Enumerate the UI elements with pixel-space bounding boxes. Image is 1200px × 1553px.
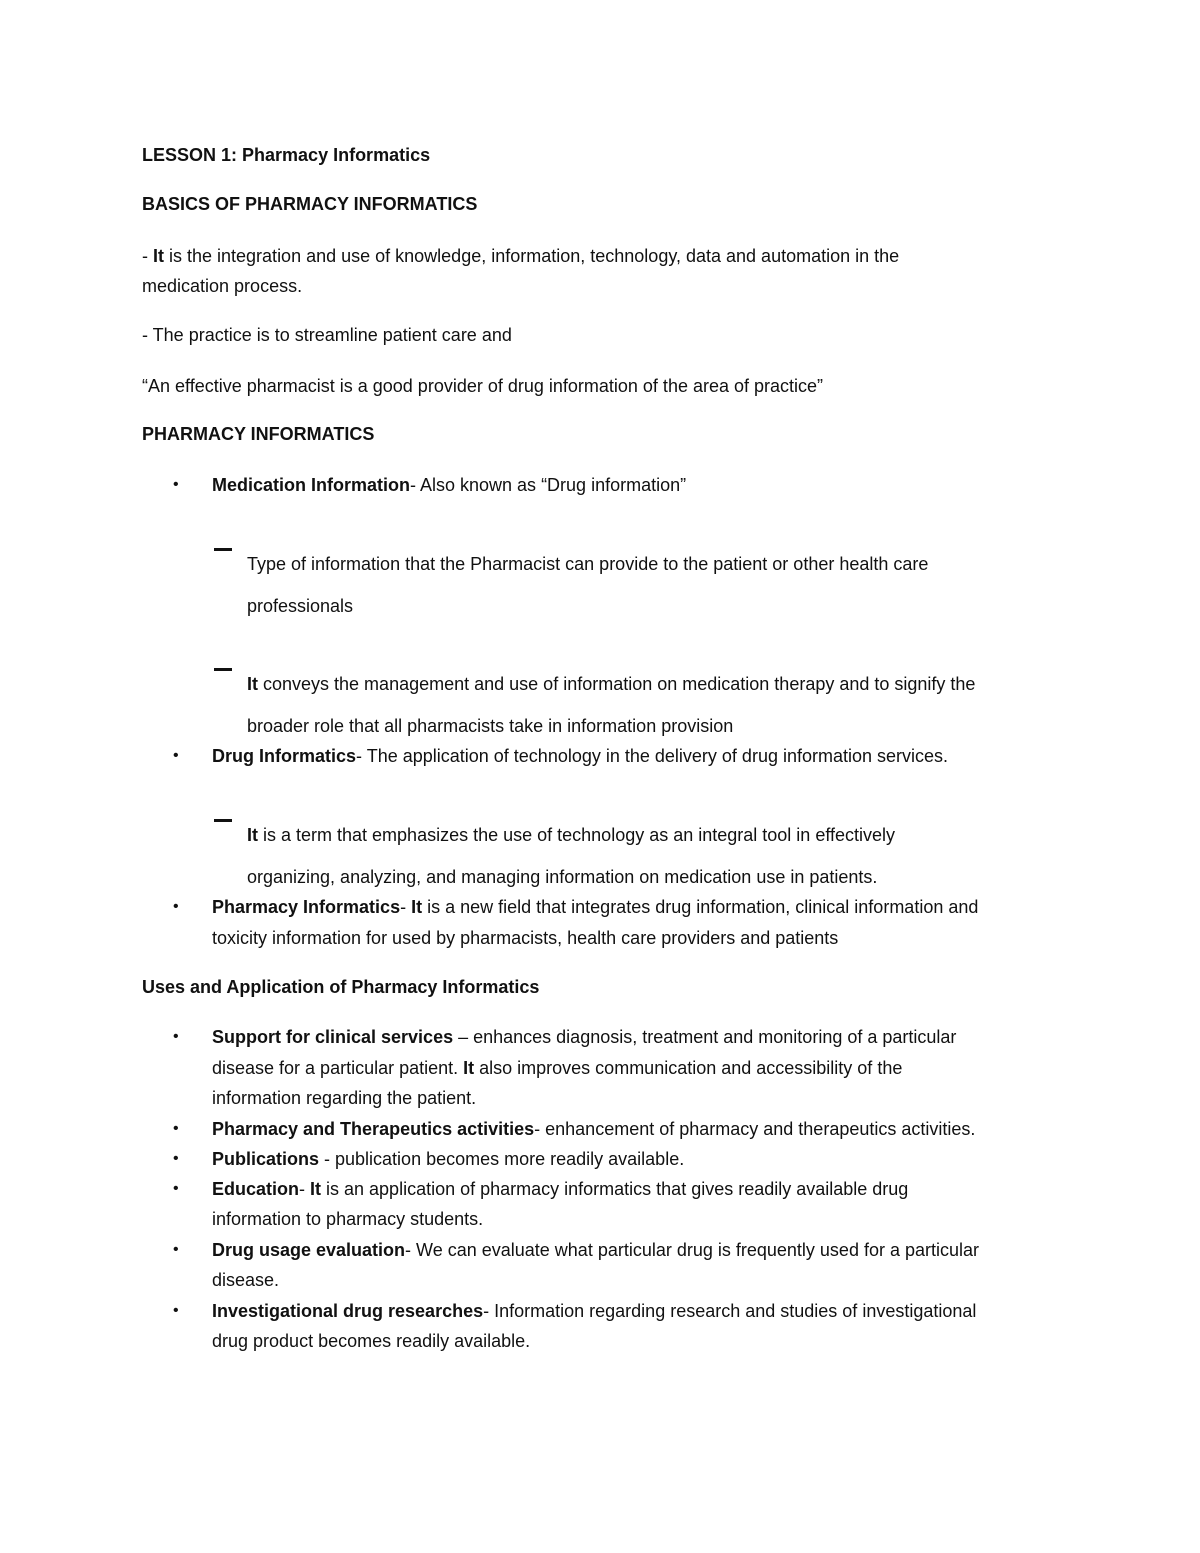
- list-item-investigational-drug: [212, 1300, 976, 1322]
- paragraph-text: is the integration and use of knowledge, information, technology, data and automation in the: [164, 246, 900, 266]
- bullet-icon: •: [173, 1120, 179, 1137]
- bullet-icon: •: [173, 476, 179, 493]
- term: Investigational drug researches: [212, 1301, 484, 1321]
- list-item-continuation: information to pharmacy students.: [212, 1209, 484, 1229]
- dash-text: -: [400, 897, 412, 917]
- list-item-continuation: [212, 1057, 902, 1079]
- term: Drug usage evaluation: [212, 1240, 406, 1260]
- bold-it: It: [463, 1058, 475, 1078]
- term: Publications: [212, 1149, 320, 1169]
- description: is an application of pharmacy informatics that gives readily available drug: [321, 1179, 909, 1199]
- list-item-support-clinical: [212, 1026, 956, 1048]
- description: is a new field that integrates drug information, clinical information and: [422, 897, 979, 917]
- sub-item-line: organizing, analyzing, and managing information on medication use in patients.: [247, 867, 878, 887]
- paragraph-text: disease for a particular patient.: [212, 1058, 464, 1078]
- term: Drug Informatics: [212, 746, 357, 766]
- bold-it: It: [411, 897, 423, 917]
- list-item-education: [212, 1178, 908, 1200]
- sub-item-line: professionals: [247, 596, 354, 616]
- basics-quote: “An effective pharmacist is a good provider of drug information of the area of practice”: [142, 376, 824, 396]
- paragraph-text: also improves communication and accessibility of the: [474, 1058, 903, 1078]
- bullet-icon: •: [173, 1241, 179, 1258]
- section-heading-pharmacy-informatics: PHARMACY INFORMATICS: [142, 424, 375, 444]
- bold-it: It: [310, 1179, 322, 1199]
- list-item-drug-usage-evaluation: [212, 1239, 979, 1261]
- sub-item-line: [247, 673, 975, 695]
- bullet-icon: •: [173, 1302, 179, 1319]
- list-item-drug-informatics: [212, 745, 948, 767]
- dash-icon: [214, 819, 232, 822]
- description: – enhances diagnosis, treatment and monitoring of a particular: [453, 1027, 957, 1047]
- description: - We can evaluate what particular drug is frequently used for a particular: [405, 1240, 980, 1260]
- bullet-icon: •: [173, 1180, 179, 1197]
- list-item-continuation: information regarding the patient.: [212, 1088, 477, 1108]
- list-item-continuation: toxicity information for used by pharmacists, health care providers and patients: [212, 928, 839, 948]
- bullet-icon: •: [173, 1150, 179, 1167]
- term: Support for clinical services: [212, 1027, 454, 1047]
- basics-paragraph-1-line-1: [142, 245, 899, 267]
- bullet-icon: •: [173, 1028, 179, 1045]
- description: - enhancement of pharmacy and therapeutics activities.: [534, 1119, 976, 1139]
- basics-paragraph-2: - The practice is to streamline patient care and: [142, 325, 512, 345]
- sub-item-line: Type of information that the Pharmacist can provide to the patient or other health care: [247, 554, 929, 574]
- bullet-icon: •: [173, 898, 179, 915]
- sub-item-line: [247, 824, 895, 846]
- term: Pharmacy Informatics: [212, 897, 401, 917]
- paragraph-text: is a term that emphasizes the use of technology as an integral tool in effectively: [258, 825, 896, 845]
- term: Education: [212, 1179, 300, 1199]
- dash-text: -: [142, 246, 153, 266]
- paragraph-text: conveys the management and use of information on medication therapy and to signify the: [258, 674, 976, 694]
- list-item-pharmacy-informatics: [212, 896, 978, 918]
- dash-icon: [214, 548, 232, 551]
- term: Pharmacy and Therapeutics activities: [212, 1119, 535, 1139]
- section-heading-uses: Uses and Application of Pharmacy Informatics: [142, 977, 540, 997]
- list-item-medication-information: [212, 474, 686, 496]
- bold-it: It: [153, 246, 164, 266]
- section-heading-basics: BASICS OF PHARMACY INFORMATICS: [142, 194, 478, 214]
- description: - Information regarding research and studies of investigational: [483, 1301, 977, 1321]
- list-item-pharmacy-therapeutics: [212, 1118, 975, 1140]
- basics-paragraph-1-line-2: medication process.: [142, 276, 303, 296]
- page-title: LESSON 1: Pharmacy Informatics: [142, 145, 431, 165]
- list-item-continuation: disease.: [212, 1270, 280, 1290]
- description: - publication becomes more readily available.: [319, 1149, 685, 1169]
- term: Medication Information: [212, 475, 410, 495]
- description: - The application of technology in the delivery of drug information services.: [356, 746, 949, 766]
- bold-it: It: [247, 825, 258, 845]
- bold-it: It: [247, 674, 258, 694]
- sub-item-line: broader role that all pharmacists take in information provision: [247, 716, 734, 736]
- list-item-continuation: drug product becomes readily available.: [212, 1331, 531, 1351]
- dash-icon: [214, 668, 232, 671]
- bullet-icon: •: [173, 747, 179, 764]
- list-item-publications: [212, 1148, 684, 1170]
- description: - Also known as “Drug information”: [410, 475, 687, 495]
- dash-text: -: [299, 1179, 311, 1199]
